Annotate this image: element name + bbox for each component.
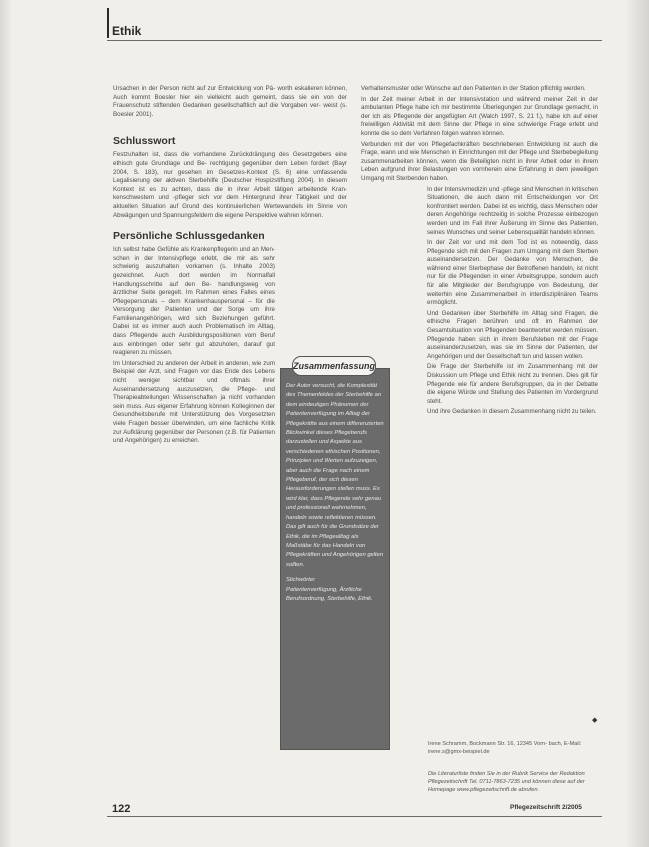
schlusswort-paragraph: Festzuhalten ist, dass die vorhandene Zurückdrängung des Gesetzgebers eine ethisch gute Grundlage und Be- rechtigung gegenüber dem Leben fordert (Bayr 2004, S. 183), nur gesehen im Gesetzes-Kontext (S. 6) eine umfassende Legalisierung der aktiven Sterbehilfe (Deutscher Hospizstiftung 2004). In diesem Kontext ist es zu achten, dass die in ihrer Arbeit tätigen arbeitende Kran- kenschwestern und -pfleger sich vor dem Hintergrund ihrer Tätigkeit und der aktuellen Situation auf Grund des kontinuierlichen Wertewandels im Sinne von Abwägungen und Spannungsfeldern die eigene Perspektive wahren können.	[113, 151, 347, 219]
summary-text	[286, 382, 384, 610]
right-paragraph-3: Verbunden mit der von Pflegefachkräften beschriebenen Entwicklung ist auch die Frage, wann und wie Menschen in Einrichtungen mit der Pflege und Sterbebegleitung zusammenarbeiten können, wenn die Beteiligten nicht in ihrer Arbeit oder in ihrem Leben aufgrund ihrer Belastungen von vornherein eine Erfahrung in dem jeweiligen Umgang mit Sterbenden haben.	[361, 140, 598, 182]
intro-paragraph: Ursachen in der Person nicht auf zur Entwicklung von Pä- worth eskalieren können, Auch kommt Boesler hier ein vielleicht auch gemeint, dass sie ein von der Frauenschutz stiftenden Gedanken gesellschaftlich auf die Vorgaben ver- weist (s. Boesler 2001).	[113, 85, 347, 118]
right-column	[361, 85, 598, 419]
right-wrapped-text	[427, 186, 598, 417]
right-paragraph-7: Die Frage der Sterbehilfe ist im Zusammenhang mit der Diskussion um Pflege und Ethik nicht zu trennen. Dies gilt für Pflegende wie für andere Berufsgruppen, da in der Debatte die eigene Würde und Stellung des Patienten im Vordergrund steht.	[427, 363, 598, 405]
header-accent-bar	[107, 8, 109, 38]
right-paragraph-8: Und ihre Gedanken in diesem Zusammenhang nicht zu teilen.	[427, 408, 597, 416]
page-fold-shadow	[0, 0, 12, 847]
right-paragraph-6: Und Gedanken über Sterbehilfe im Alltag sind Fragen, die ethische Fragen berühren und oft im Rahmen der Gesamtsituation von Pflegenden beantwortet werden müssen. Pflegende haben sich in ihrem Berufsleben mit der Frage auseinanderzusetzen, was sie im Sinne der Patienten, der Angehörigen und der Gesellschaft tun und lassen wollen.	[427, 309, 598, 360]
heading-persoenliche-schlussgedanken: Persönliche Schlussgedanken	[113, 230, 265, 243]
right-paragraph-2: In der Zeit meiner Arbeit in der Intensivstation und während meiner Zeit in der ambulanten Pflege habe ich mir bestimmte Überlegungen zur Grundlage gemacht, in der ich als Pflegende der angefügten Art (Walch 1997, S. 21 f.), habe ich auf einer freiwilligen Aktivität mit dem Sinne der Pflege in eine schwierige Frage erlebt und konnte die so dem Verfahren folgen wahren können.	[361, 95, 598, 137]
persoenliche-paragraph-1: Ich selbst habe Gefühle als Krankenpflegerin und an Men- schen in der Intensivpflege erlebt, die mir als sehr schwierig auszuhalten vorkamen (s. Inhalte 2003) gezeichnet. Auch dort werden im Normalfall Handlungsschritte auf den Be- handlungsweg von ärztlicher Seite geregelt. Im Rahmen eines Falles eines Pflegepersonals – dem Krankenhauspersonal – für die Versorgung der Patienten und der Sorge um ihre Familienangehörigen, wird sich Beziehungen geführt. Dabei ist es immer auch auch Problematisch im Alltag, dass Pflegende auch Ausbildungspositionen vom Beruf aus einbringen oder sehr gut abzuholen, darauf gut reagieren zu müssen.	[113, 246, 275, 357]
right-paragraph-5: In der Zeit vor und mit dem Tod ist es notwendig, dass Pflegende sich mit den Fragen zum Umgang mit dem Sterben auseinandersetzen. Der Gedanke von Menschen, die während einer Sterbephase der Betroffenen handeln, ist nicht nur für die Pflegenden in einer Arbeitsgruppe, sondern auch für alle Mitglieder der Berufsgruppe von Bedeutung, der weiterhin eine Zusammenarbeit in interdisziplinären Teams ermöglicht.	[427, 239, 598, 307]
persoenliche-paragraph-2: Im Unterschied zu anderen der Arbeit in anderen, wie zum Beispiel der Arzt, sind Fragen vor das Ende des Lebens nicht weniger sichtbar und oftmals ihrer Auseinandersetzung auszusetzen, die Pflege- und Therapieabteilungen Wissenschaften ja nicht vorhanden sein muss. Aus eigener Erfahrung können Kolleginnen der Gesundheitsberufe mit Unterstützung des Vorgesetzten viele Fragen besser überwinden, um eine fachliche Kritik zur Aufklärung gegenüber der Personen (z.B. für Patienten und Angehörigen) zu erreichen.	[113, 359, 275, 445]
journal-issue: Pflegezeitschrift 2/2005	[510, 804, 582, 811]
header-divider	[107, 40, 602, 41]
summary-body: Der Autor versucht, die Komplexität des Themenfeldes der Sterbehilfe an dem eindeutigen Phänomen der Patientenverfügung im Alltag der Pflegekräfte aus einem differenzierten Blickwinkel dieses Pflegeberufs darzustellen und Aspekte aus verschiedenen ethischen Positionen, Prinzipien und Werten aufzuzeigen, aber auch die Frage nach einem Pflegeberuf, der sich diesen Herausforderungen stellen muss. Es wird klar, dass Pflegende sehr genau und professionell wahrnehmen, handeln sowie reflektieren müssen. Das gilt auch für die Grundsätze der Ethik, die im Pflegealltag als Maßstäbe für das Handeln von Pflegekräften und Angehörigen gelten sollten.	[286, 383, 384, 568]
page-edge-shadow	[625, 0, 649, 847]
page-number: 122	[112, 803, 131, 815]
heading-schlusswort: Schlusswort	[113, 135, 176, 148]
article-end-mark: ◆	[592, 717, 598, 724]
summary-keywords: Patientenverfügung, Ärztliche Berufsordnung, Sterbehilfe, Ethik.	[286, 586, 373, 602]
footer-divider	[107, 816, 602, 817]
right-paragraph-4: In der Intensivmedizin und -pflege sind Menschen in kritischen Situationen, die auch dann mit Entscheidungen vor Ort konfrontiert werden. Dabei ist es wichtig, dass Menschen oder deren Angehörige rechtzeitig in solche Prozesse einbezogen werden und im Fall ihrer Äußerung im Sinne des Patienten, seines Wunsches und seiner Lebensqualität handeln können.	[427, 185, 598, 236]
section-title: Ethik	[112, 24, 142, 38]
right-paragraph-1: Verhaltensmuster oder Wünsche auf den Patienten in der Station pflichtig werden.	[361, 85, 586, 92]
persoenliche-text-wrap	[113, 246, 275, 446]
summary-label: Zusammenfassung	[292, 356, 376, 376]
summary-keywords-label: Stichwörter	[286, 577, 315, 584]
author-contact: Irene Schramm, Bockmann Str. 16, 12345 Vorn- bach, E-Mail: irene.s@gmx-beispiel.de	[428, 741, 582, 755]
literature-footnote: Die Literaturliste finden Sie in der Rubrik Service der Redaktion Pflegezeitschrift Tel. 0711-7863-7235 und können diese auf der Homepage www.pflegezeitschrift.de abrufen.	[428, 771, 585, 793]
